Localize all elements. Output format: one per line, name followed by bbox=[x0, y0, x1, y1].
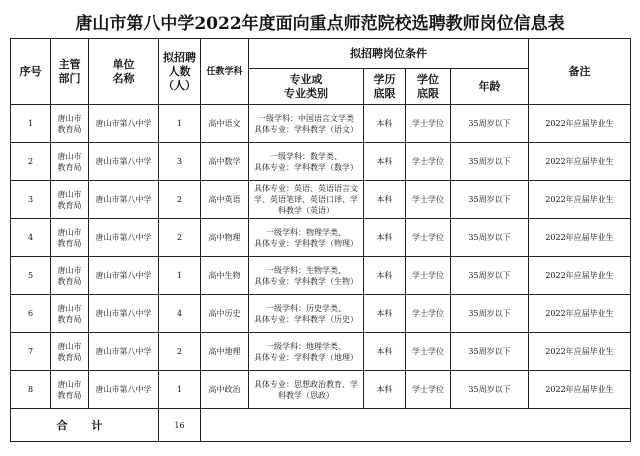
cell-seq: 2 bbox=[11, 143, 51, 181]
cell-unit: 唐山市第八中学 bbox=[89, 371, 159, 409]
header-dept: 主管 部门 bbox=[51, 39, 89, 105]
cell-note: 2022年应届毕业生 bbox=[529, 219, 631, 257]
cell-degree: 学士学位 bbox=[406, 181, 451, 219]
cell-degree: 学士学位 bbox=[406, 105, 451, 143]
cell-subject: 高中历史 bbox=[201, 295, 249, 333]
cell-degree: 学士学位 bbox=[406, 143, 451, 181]
cell-edu: 本科 bbox=[364, 219, 406, 257]
cell-major: 一级学科：历史学类、 具体专业：学科教学（历史） bbox=[249, 295, 364, 333]
cell-unit: 唐山市第八中学 bbox=[89, 257, 159, 295]
cell-edu: 本科 bbox=[364, 181, 406, 219]
cell-count: 3 bbox=[159, 143, 201, 181]
cell-subject: 高中政治 bbox=[201, 371, 249, 409]
cell-unit: 唐山市第八中学 bbox=[89, 143, 159, 181]
cell-note: 2022年应届毕业生 bbox=[529, 105, 631, 143]
cell-seq: 3 bbox=[11, 181, 51, 219]
cell-major: 一级学科：中国语言文学类 具体专业：学科教学（语文） bbox=[249, 105, 364, 143]
cell-dept: 唐山市 教育局 bbox=[51, 105, 89, 143]
cell-dept: 唐山市 教育局 bbox=[51, 257, 89, 295]
table-row bbox=[11, 143, 631, 181]
cell-dept: 唐山市 教育局 bbox=[51, 143, 89, 181]
cell-note: 2022年应届毕业生 bbox=[529, 257, 631, 295]
cell-note: 2022年应届毕业生 bbox=[529, 333, 631, 371]
cell-seq: 8 bbox=[11, 371, 51, 409]
header-major: 专业或 专业类别 bbox=[249, 69, 364, 105]
cell-seq: 1 bbox=[11, 105, 51, 143]
header-subject: 任教学科 bbox=[201, 39, 249, 105]
cell-unit: 唐山市第八中学 bbox=[89, 219, 159, 257]
cell-dept: 唐山市 教育局 bbox=[51, 333, 89, 371]
header-unit: 单位 名称 bbox=[89, 39, 159, 105]
cell-age: 35周岁以下 bbox=[451, 333, 529, 371]
cell-age: 35周岁以下 bbox=[451, 371, 529, 409]
cell-dept: 唐山市 教育局 bbox=[51, 371, 89, 409]
cell-unit: 唐山市第八中学 bbox=[89, 295, 159, 333]
cell-count: 2 bbox=[159, 181, 201, 219]
cell-note: 2022年应届毕业生 bbox=[529, 295, 631, 333]
cell-count: 1 bbox=[159, 105, 201, 143]
cell-major: 一级学科：物理学类、 具体专业：学科教学（物理） bbox=[249, 219, 364, 257]
cell-edu: 本科 bbox=[364, 333, 406, 371]
cell-degree: 学士学位 bbox=[406, 333, 451, 371]
table-row bbox=[11, 333, 631, 371]
cell-unit: 唐山市第八中学 bbox=[89, 333, 159, 371]
header-degree: 学位 底限 bbox=[406, 69, 451, 105]
cell-note: 2022年应届毕业生 bbox=[529, 143, 631, 181]
cell-subject: 高中物理 bbox=[201, 219, 249, 257]
header-age: 年龄 bbox=[451, 69, 529, 105]
total-label: 合 计 bbox=[11, 409, 159, 442]
cell-subject: 高中地理 bbox=[201, 333, 249, 371]
cell-degree: 学士学位 bbox=[406, 371, 451, 409]
table-row bbox=[11, 295, 631, 333]
cell-count: 2 bbox=[159, 333, 201, 371]
cell-edu: 本科 bbox=[364, 295, 406, 333]
table-row bbox=[11, 219, 631, 257]
total-row bbox=[11, 409, 631, 442]
header-conditions: 拟招聘岗位条件 bbox=[249, 39, 529, 69]
cell-seq: 4 bbox=[11, 219, 51, 257]
cell-subject: 高中生物 bbox=[201, 257, 249, 295]
cell-age: 35周岁以下 bbox=[451, 181, 529, 219]
cell-note: 2022年应届毕业生 bbox=[529, 181, 631, 219]
cell-edu: 本科 bbox=[364, 371, 406, 409]
cell-count: 1 bbox=[159, 371, 201, 409]
table-row bbox=[11, 371, 631, 409]
total-count: 16 bbox=[159, 409, 201, 442]
cell-seq: 5 bbox=[11, 257, 51, 295]
table-row bbox=[11, 105, 631, 143]
cell-major: 具体专业：英语、英语语言文 学、英语笔译、英语口译、学 科教学（英语） bbox=[249, 181, 364, 219]
header-edu: 学历 底限 bbox=[364, 69, 406, 105]
cell-dept: 唐山市 教育局 bbox=[51, 219, 89, 257]
cell-subject: 高中英语 bbox=[201, 181, 249, 219]
cell-age: 35周岁以下 bbox=[451, 143, 529, 181]
cell-age: 35周岁以下 bbox=[451, 295, 529, 333]
cell-age: 35周岁以下 bbox=[451, 219, 529, 257]
total-empty bbox=[201, 409, 631, 442]
cell-edu: 本科 bbox=[364, 105, 406, 143]
cell-edu: 本科 bbox=[364, 257, 406, 295]
header-seq: 序号 bbox=[11, 39, 51, 105]
cell-note: 2022年应届毕业生 bbox=[529, 371, 631, 409]
cell-major: 具体专业：思想政治教育、学 科教学（思政） bbox=[249, 371, 364, 409]
cell-age: 35周岁以下 bbox=[451, 257, 529, 295]
page-title: 唐山市第八中学2022年度面向重点师范院校选聘教师岗位信息表 bbox=[75, 14, 565, 34]
cell-major: 一级学科：生物学类、 具体专业：学科教学（生物） bbox=[249, 257, 364, 295]
cell-count: 1 bbox=[159, 257, 201, 295]
cell-edu: 本科 bbox=[364, 143, 406, 181]
cell-subject: 高中数学 bbox=[201, 143, 249, 181]
cell-degree: 学士学位 bbox=[406, 257, 451, 295]
cell-seq: 7 bbox=[11, 333, 51, 371]
header-note: 备注 bbox=[529, 39, 631, 105]
cell-count: 4 bbox=[159, 295, 201, 333]
cell-unit: 唐山市第八中学 bbox=[89, 181, 159, 219]
cell-unit: 唐山市第八中学 bbox=[89, 105, 159, 143]
positions-table bbox=[10, 38, 631, 442]
cell-count: 2 bbox=[159, 219, 201, 257]
cell-degree: 学士学位 bbox=[406, 295, 451, 333]
cell-seq: 6 bbox=[11, 295, 51, 333]
cell-dept: 唐山市 教育局 bbox=[51, 295, 89, 333]
table-row bbox=[11, 257, 631, 295]
cell-major: 一级学科：数学类、 具体专业：学科教学（数学） bbox=[249, 143, 364, 181]
cell-degree: 学士学位 bbox=[406, 219, 451, 257]
cell-subject: 高中语文 bbox=[201, 105, 249, 143]
cell-dept: 唐山市 教育局 bbox=[51, 181, 89, 219]
cell-age: 35周岁以下 bbox=[451, 105, 529, 143]
cell-major: 一级学科：地理学类、 具体专业：学科教学（地理） bbox=[249, 333, 364, 371]
header-count: 拟招聘 人数 （人） bbox=[159, 39, 201, 105]
table-row bbox=[11, 181, 631, 219]
